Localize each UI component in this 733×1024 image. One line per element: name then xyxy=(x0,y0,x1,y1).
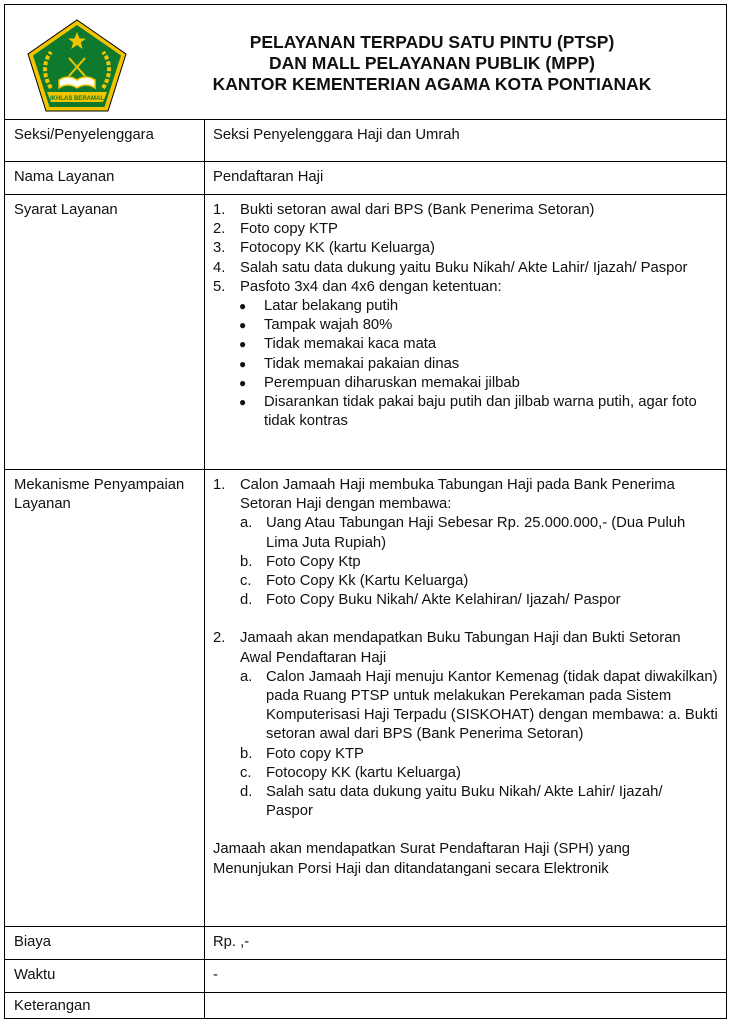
row-mekanisme xyxy=(5,470,726,927)
list-item: 1. Bukti setoran awal dari BPS (Bank Penerima Setoran) xyxy=(213,202,595,218)
sub-item: c. Fotocopy KK (kartu Keluarga) xyxy=(240,764,461,781)
bullet-item: ● Latar belakang putih xyxy=(239,298,399,315)
bullet-item: ● Disarankan tidak pakai baju putih dan jilbab warna putih, agar foto tidak kontras xyxy=(239,394,697,430)
list-item: 4. Salah satu data dukung yaitu Buku Nikah/ Akte Lahir/ Ijazah/ Paspor xyxy=(213,259,688,276)
closing-note: Jamaah akan mendapatkan Surat Pendaftaran Haji (SPH) yang Menunjukan Porsi Haji dan ditandatangani secara Elektronik xyxy=(213,841,631,877)
row-biaya xyxy=(5,927,726,960)
kemenag-logo xyxy=(25,18,129,114)
list-item: 2. Foto copy KTP xyxy=(213,221,338,238)
service-document xyxy=(4,4,727,1019)
sub-item: d. Foto Copy Buku Nikah/ Akte Kelahiran/ Ijazah/ Paspor xyxy=(240,592,621,609)
bullet-item: ● Tampak wajah 80% xyxy=(239,317,393,334)
title-line-1: PELAYANAN TERPADU SATU PINTU (PTSP) xyxy=(249,32,615,52)
step-item: 1. Calon Jamaah Haji membuka Tabungan Haji pada Bank Penerima Setoran Haji dengan membawa: xyxy=(213,477,675,513)
sub-item: a. Calon Jamaah Haji menuju Kantor Kemenag (tidak dapat diwakilkan) pada Ruang PTSP untuk melakukan Perekaman pada Sistem Komputerisasi Haji Terpadu (SISKOHAT) dengan membawa: a. Bukti setoran awal dari BPS (Bank Penerima Setoran) xyxy=(240,668,718,743)
sub-item: b. Foto copy KTP xyxy=(240,745,364,762)
row-value: - xyxy=(213,967,218,983)
list-item: 3. Fotocopy KK (kartu Keluarga) xyxy=(213,240,435,257)
row-nama-layanan xyxy=(5,162,726,195)
document-title xyxy=(135,32,729,95)
step-1-subitems xyxy=(213,514,718,610)
bullet-item: ● Tidak memakai pakaian dinas xyxy=(239,355,460,372)
mekanisme-content xyxy=(213,476,718,879)
row-seksi xyxy=(5,120,726,162)
bullet-item: ● Tidak memakai kaca mata xyxy=(239,336,437,353)
list-item: 5. Pasfoto 3x4 dan 4x6 dengan ketentuan: xyxy=(213,278,502,295)
sub-item: a. Uang Atau Tabungan Haji Sebesar Rp. 25.000.000,- (Dua Puluh Lima Juta Rupiah) xyxy=(240,515,686,551)
row-syarat-layanan xyxy=(5,195,726,470)
logo-motto: IKHLAS BERAMAL xyxy=(50,96,104,102)
row-label: Seksi/Penyelenggara xyxy=(14,127,154,143)
row-label: Keterangan xyxy=(14,998,91,1014)
row-keterangan xyxy=(5,993,726,1020)
document-header xyxy=(5,5,726,120)
row-label: Syarat Layanan xyxy=(14,202,118,218)
row-value: Rp. ,- xyxy=(213,934,250,950)
row-waktu xyxy=(5,960,726,993)
row-value: Pendaftaran Haji xyxy=(213,169,324,185)
title-line-2: DAN MALL PELAYANAN PUBLIK (MPP) xyxy=(268,53,596,73)
bullet-item: ● Perempuan diharuskan memakai jilbab xyxy=(239,374,520,391)
row-label: Biaya xyxy=(14,934,52,950)
row-label: Mekanisme Penyampaian Layanan xyxy=(14,477,185,513)
step-2-subitems xyxy=(213,668,718,822)
row-label: Nama Layanan xyxy=(14,169,115,185)
pasfoto-bullets xyxy=(213,297,718,431)
syarat-list xyxy=(213,201,718,431)
step-item: 2. Jamaah akan mendapatkan Buku Tabungan Haji dan Bukti Setoran Awal Pendaftaran Haji xyxy=(213,630,681,666)
sub-item: b. Foto Copy Ktp xyxy=(240,553,361,570)
row-label: Waktu xyxy=(14,967,56,983)
sub-item: c. Foto Copy Kk (Kartu Keluarga) xyxy=(240,573,469,590)
title-line-3: KANTOR KEMENTERIAN AGAMA KOTA PONTIANAK xyxy=(212,74,652,94)
sub-item: d. Salah satu data dukung yaitu Buku Nikah/ Akte Lahir/ Ijazah/ Paspor xyxy=(240,784,663,820)
row-value: Seksi Penyelenggara Haji dan Umrah xyxy=(213,127,460,143)
